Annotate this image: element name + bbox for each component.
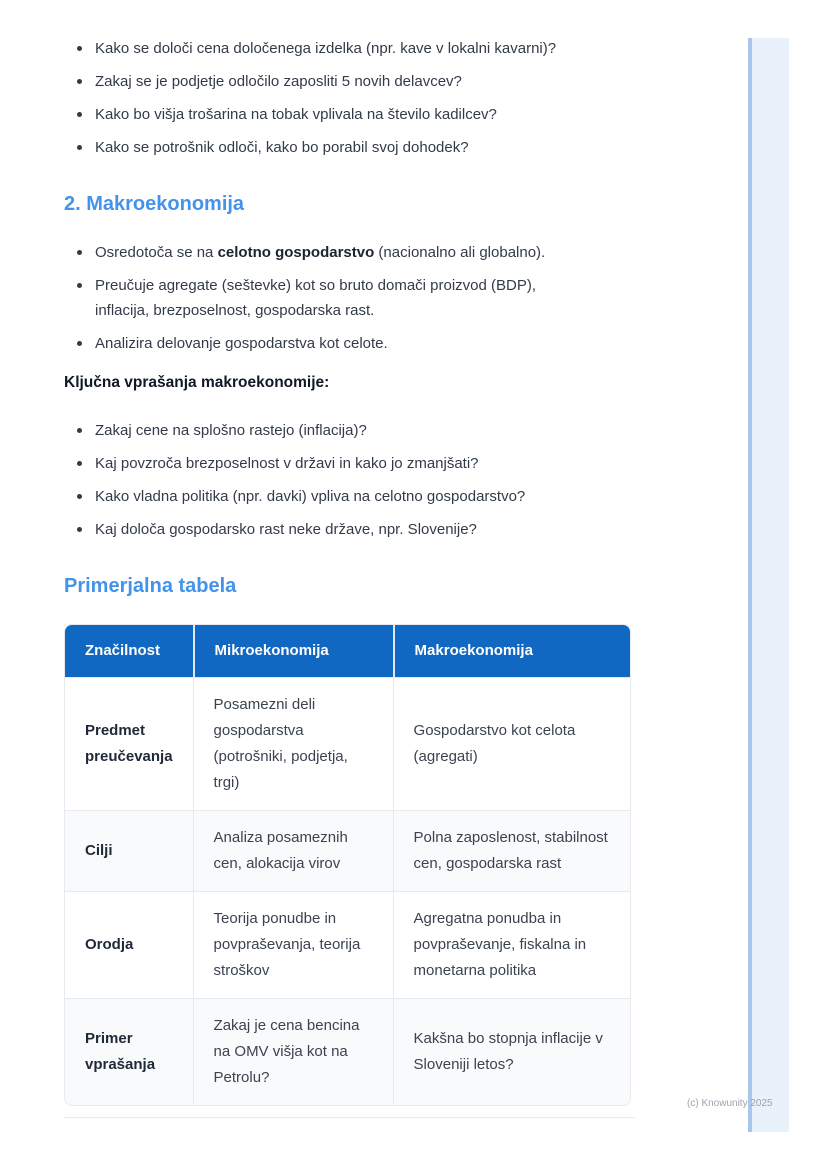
bullet-text: Kaj povzroča brezposelnost v državi in kako jo zmanjšati? (95, 455, 479, 472)
row-header: Predmet preučevanja (65, 677, 193, 810)
table-row (65, 677, 630, 810)
list-item (64, 418, 635, 443)
bullet-text: Kako se določi cena določenega izdelka (npr. kave v lokalni kavarni)? (95, 40, 557, 57)
table-cell: Kakšna bo stopnja inflacije v Sloveniji letos? (393, 998, 630, 1105)
column-header-mikroekonomija: Mikroekonomija (193, 625, 393, 677)
table-cell: Teorija ponudbe in povpraševanja, teorija stroškov (193, 891, 393, 998)
list-item (64, 273, 573, 323)
section-heading-primerjalna-tabela: Primerjalna tabela (64, 575, 237, 597)
table-row (65, 998, 630, 1105)
bullet-text: (nacionalno ali globalno). (374, 244, 546, 261)
list-item (64, 331, 635, 356)
bullet-text: Kako se potrošnik odloči, kako bo porabil svoj dohodek? (95, 139, 469, 156)
list-item (64, 240, 635, 265)
column-header-makroekonomija: Makroekonomija (393, 625, 630, 677)
list-item (64, 69, 635, 94)
bullet-text: Kako vladna politika (npr. davki) vpliva na celotno gospodarstvo? (95, 488, 526, 505)
document-content (64, 0, 635, 1106)
list-item (64, 135, 635, 160)
table-cell: Agregatna ponudba in povpraševanje, fiskalna in monetarna politika (393, 891, 630, 998)
list-item (64, 517, 635, 542)
copyright-credit: (c) Knowunity 2025 (687, 1098, 773, 1109)
bullet-text-bold: celotno gospodarstvo (217, 244, 375, 261)
list-item (64, 36, 635, 61)
bullet-text: Zakaj se je podjetje odločilo zaposliti 5 novih delavcev? (95, 73, 462, 90)
row-header: Primer vprašanja (65, 998, 193, 1105)
key-questions-label: Ključna vprašanja makroekonomije: (64, 374, 330, 391)
list-item (64, 451, 635, 476)
bullet-text: Kako bo višja trošarina na tobak vplivala na število kadilcev? (95, 106, 497, 123)
footer-divider (64, 1117, 635, 1118)
table-row (65, 891, 630, 998)
scrollbar[interactable] (748, 38, 789, 1132)
table-cell: Posamezni deli gospodarstva (potrošniki, podjetja, trgi) (193, 677, 393, 810)
list-item (64, 484, 635, 509)
section-heading-makroekonomija: 2. Makroekonomija (64, 193, 245, 215)
bullet-text: Kaj določa gospodarsko rast neke države, npr. Slovenije? (95, 521, 477, 538)
row-header: Orodja (65, 891, 193, 998)
bullet-text: Zakaj cene na splošno rastejo (inflacija)? (95, 422, 367, 439)
table-cell: Zakaj je cena bencina na OMV višja kot na Petrolu? (193, 998, 393, 1105)
table-cell: Gospodarstvo kot celota (agregati) (393, 677, 630, 810)
table-row (65, 810, 630, 891)
comparison-table (65, 625, 630, 1105)
makro-description-list (64, 240, 635, 356)
table-cell: Analiza posameznih cen, alokacija virov (193, 810, 393, 891)
bullet-text: Osredotoča se na (95, 244, 218, 261)
list-item (64, 102, 635, 127)
bullet-text: Analizira delovanje gospodarstva kot celote. (95, 335, 388, 352)
comparison-table-container (64, 624, 631, 1106)
table-cell: Polna zaposlenost, stabilnost cen, gospodarska rast (393, 810, 630, 891)
column-header-znacilnost: Značilnost (65, 625, 193, 677)
intro-bullet-list (64, 0, 635, 160)
key-questions-list (64, 418, 635, 542)
row-header: Cilji (65, 810, 193, 891)
bullet-text: Preučuje agregate (seštevke) kot so bruto domači proizvod (BDP), inflacija, brezposelnost, gospodarska rast. (95, 277, 537, 319)
table-header-row (65, 625, 630, 677)
